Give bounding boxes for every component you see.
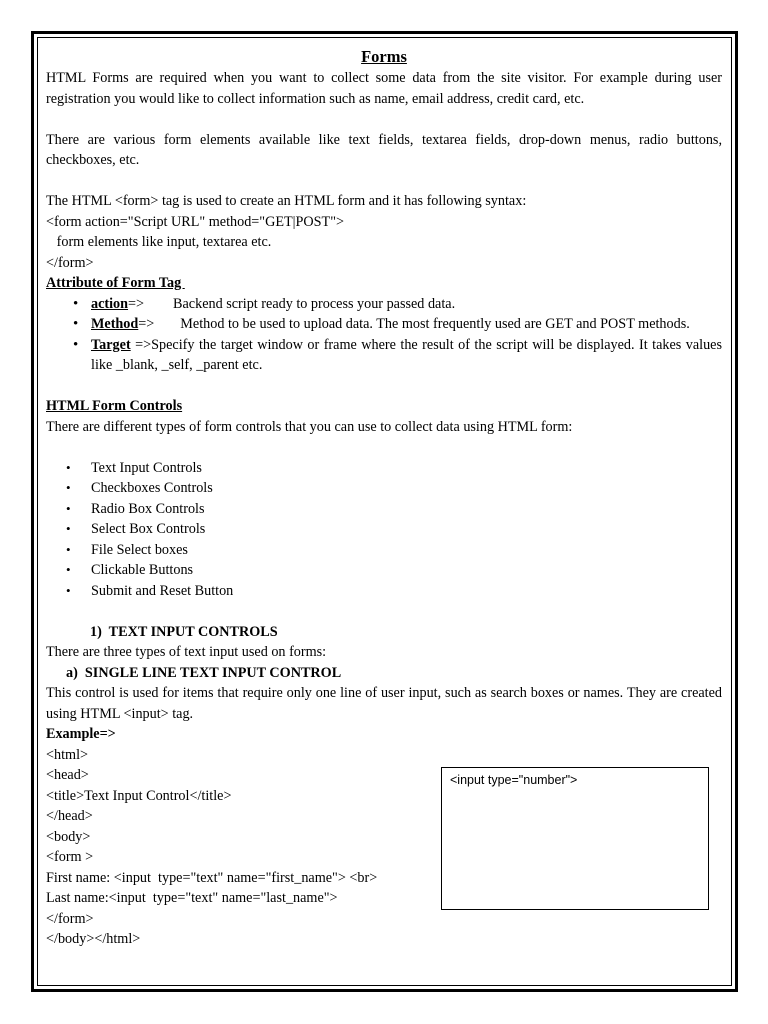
attribute-item-action bbox=[46, 294, 722, 315]
intro-paragraph-2: There are various form elements available like text fields, textarea fields, drop-down menus, radio buttons, checkboxes, etc. bbox=[46, 131, 722, 168]
attribute-description: Method to be used to upload data. The most frequently used are GET and POST methods. bbox=[180, 316, 690, 332]
list-item: • Radio Box Controls bbox=[46, 499, 722, 520]
syntax-line-1: <form action="Script URL" method="GET|POST"> bbox=[46, 213, 344, 230]
attribute-description: Specify the target window or frame where the result of the script will be displayed. It takes values like _blank, _self, _parent etc. bbox=[91, 336, 722, 373]
attribute-item-target bbox=[46, 335, 722, 376]
attribute-item-method bbox=[46, 314, 722, 335]
example-label: Example=> bbox=[46, 726, 116, 742]
page-title: Forms bbox=[361, 47, 407, 66]
code-line: Last name:<input type="text" name="last_name"> bbox=[46, 890, 338, 906]
list-item: • Clickable Buttons bbox=[46, 560, 722, 581]
syntax-lead: The HTML <form> tag is used to create an HTML form and it has following syntax: bbox=[46, 193, 527, 209]
attribute-separator: => bbox=[128, 295, 145, 312]
text-input-heading: 1) TEXT INPUT CONTROLS bbox=[90, 623, 278, 640]
code-line: <head> bbox=[46, 767, 89, 783]
attributes-heading: Attribute of Form Tag bbox=[46, 275, 185, 291]
attribute-separator: => bbox=[138, 316, 155, 332]
number-input-snippet: <input type="number"> bbox=[450, 773, 578, 787]
attribute-key: action bbox=[91, 295, 129, 312]
code-line: </head> bbox=[46, 808, 93, 824]
controls-list bbox=[46, 458, 722, 602]
code-line: <html> bbox=[46, 746, 89, 763]
code-line: First name: <input type="text" name="first_name"> <br> bbox=[46, 869, 378, 886]
code-line: <body> bbox=[46, 828, 91, 845]
attribute-separator: => bbox=[130, 336, 152, 353]
single-line-heading: a) SINGLE LINE TEXT INPUT CONTROL bbox=[66, 664, 342, 681]
number-input-example-box bbox=[441, 767, 709, 910]
controls-lead: There are different types of form controls that you can use to collect data using HTML form: bbox=[46, 418, 573, 435]
list-item: • Checkboxes Controls bbox=[46, 478, 722, 499]
controls-heading: HTML Form Controls bbox=[46, 398, 183, 414]
list-item: • Select Box Controls bbox=[46, 519, 722, 540]
code-line: <title>Text Input Control</title> bbox=[46, 787, 232, 804]
attributes-list bbox=[46, 294, 722, 376]
attribute-key: Target bbox=[91, 336, 131, 353]
code-line: </form> bbox=[46, 910, 94, 927]
code-line: <form > bbox=[46, 849, 94, 865]
single-line-description: This control is used for items that require only one line of user input, such as search boxes or names. They are created using HTML <input> tag. bbox=[46, 685, 722, 722]
list-item: • Text Input Controls bbox=[46, 458, 722, 479]
text-input-lead: There are three types of text input used on forms: bbox=[46, 644, 327, 660]
code-line: </body></html> bbox=[46, 931, 141, 947]
syntax-line-2: form elements like input, textarea etc. bbox=[46, 234, 272, 250]
syntax-line-3: </form> bbox=[46, 254, 94, 271]
attribute-key: Method bbox=[91, 316, 139, 332]
intro-paragraph-1: HTML Forms are required when you want to collect some data from the site visitor. For example during user registration you would like to collect information such as name, email address, credit card, etc. bbox=[46, 70, 722, 107]
list-item: • File Select boxes bbox=[46, 540, 722, 561]
list-item: • Submit and Reset Button bbox=[46, 581, 722, 602]
attribute-description: Backend script ready to process your passed data. bbox=[173, 295, 456, 312]
